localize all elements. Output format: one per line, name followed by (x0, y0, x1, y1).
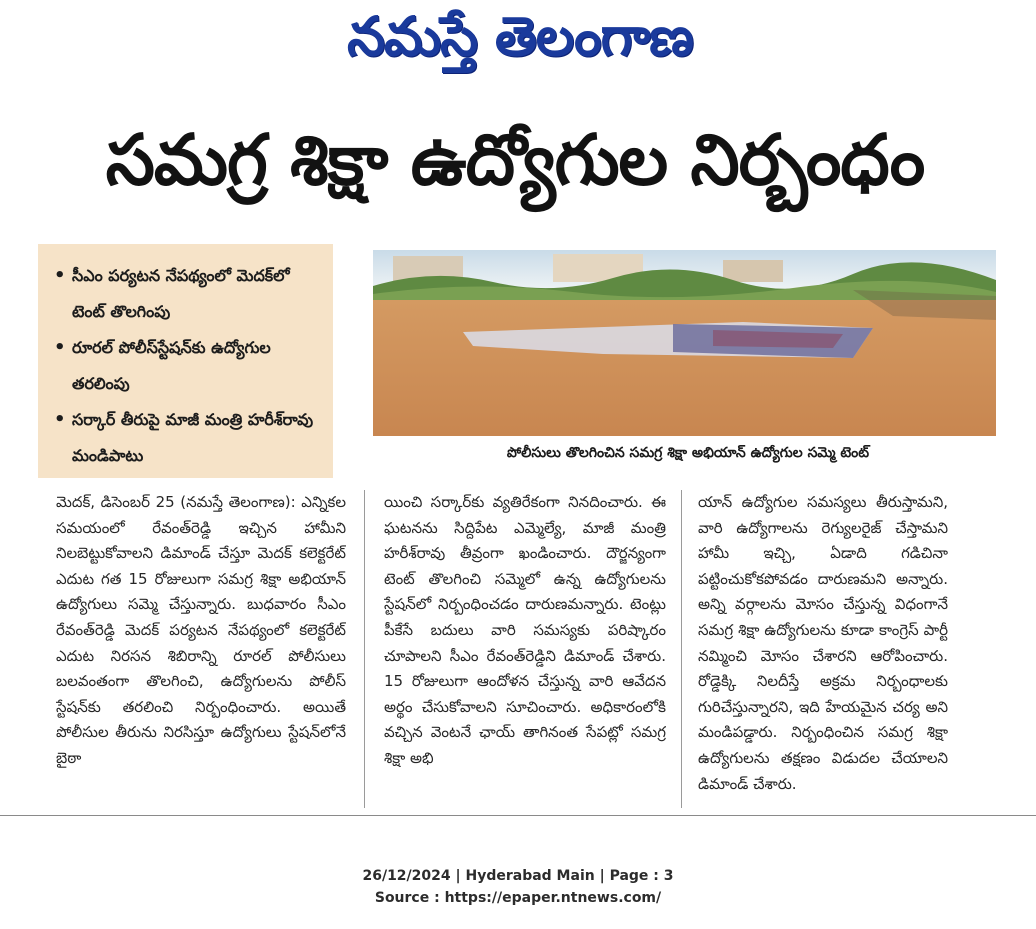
article-column-2: యించి సర్కార్‌కు వ్యతిరేకంగా నినదించారు. ఈ ఘటనను సిద్దిపేట ఎమ్మెల్యే, మాజీ మంత్రి హరీశ్‌రావు తీవ్రంగా ఖండించారు. దౌర్జన్యంగా టెంట్‌ తొలగించి సమ్మెలో ఉన్న ఉద్యోగులను స్టేషన్‌లో నిర్బంధించడం దారుణమన్నారు. టెంట్లు పీకేసే బదులు వారి సమస్యకు పరిష్కారం చూపాలని సీఎం రేవంత్‌రెడ్డిని డిమాండ్‌ చేశారు. 15 రోజులుగా ఆందోళన చేస్తున్న వారి ఆవేదన అర్థం చేసుకోవాలని సూచించారు. అధికారంలోకి వచ్చిన వెంటనే ఛాయ్‌ తాగినంత సేపట్లో సమగ్ర శిక్షా అభి (384, 493, 666, 767)
bullet-icon: • (54, 409, 66, 430)
highlights-box (38, 244, 333, 478)
source-link[interactable]: Source : https://epaper.ntnews.com/ (374, 890, 662, 906)
highlight-item (54, 258, 323, 330)
news-photo (373, 250, 996, 436)
newspaper-masthead: నమస్తే తెలంగాణ (347, 4, 693, 68)
bullet-icon: • (54, 337, 66, 358)
article-headline: సమగ్ర శిక్షా ఉద్యోగుల నిర్బంధం (105, 118, 925, 201)
highlight-text: సీఎం పర్యటన నేపథ్యంలో మెదక్‌లో టెంట్‌ తొలగింపు (72, 266, 290, 321)
article-column-1: మెదక్‌, డిసెంబర్‌ 25 (నమస్తే తెలంగాణ): ఎన్నికల సమయంలో రేవంత్‌రెడ్డి ఇచ్చిన హామీని నిలబెట్టుకోవాలని డిమాండ్‌ చేస్తూ మెదక్‌ కలెక్టరేట్‌ ఎదుట గత 15 రోజులుగా సమగ్ర శిక్షా అభియాన్‌ ఉద్యోగులు సమ్మె చేస్తున్నారు. బుధవారం సీఎం రేవంత్‌రెడ్డి మెదక్‌ పర్యటన నేపథ్యంలో కలెక్టరేట్‌ ఎదుట నిరసన శిబిరాన్ని రూరల్‌ పోలీసులు బలవంతంగా తొలగించి, ఉద్యోగులను పోలీస్‌ స్టేషన్‌కు తరలించి నిర్బంధించారు. అయితే పోలీసుల తీరును నిరసిస్తూ ఉద్యోగులు స్టేషన్‌లోనే బైఠా (56, 493, 346, 767)
column-divider (681, 490, 682, 808)
edition-info: 26/12/2024 | Hyderabad Main | Page : 3 (362, 868, 674, 884)
article-column-3: యాన్‌ ఉద్యోగుల సమస్యలు తీరుస్తామని, వారి ఉద్యోగాలను రెగ్యులరైజ్‌ చేస్తామని హామీ ఇచ్చి, ఏడాది గడిచినా పట్టించుకోకపోవడం దారుణమని అన్నారు. అన్ని వర్గాలను మోసం చేస్తున్న విధంగానే సమగ్ర శిక్షా ఉద్యోగులను కూడా కాంగ్రెస్‌ పార్టీ నమ్మించి మోసం చేశారని ఆరోపించారు. రోడ్డెక్కి నిలదీస్తే అక్రమ నిర్బంధాలకు గురిచేస్తున్నారని, ఇది హేయమైన చర్య అని మండిపడ్డారు. నిర్బంధించిన సమగ్ర శిక్షా ఉద్యోగులను తక్షణం విడుదల చేయాలని డిమాండ్‌ చేశారు. (698, 493, 948, 793)
footer-divider (0, 815, 1036, 816)
highlight-text: సర్కార్‌ తీరుపై మాజీ మంత్రి హరీశ్‌రావు మండిపాటు (72, 410, 314, 465)
highlight-text: రూరల్‌ పోలీస్‌స్టేషన్‌కు ఉద్యోగుల తరలింపు (72, 338, 271, 393)
tent-photo-illustration (373, 250, 996, 436)
highlight-item (54, 330, 323, 402)
highlight-item (54, 402, 323, 474)
photo-caption: పోలీసులు తొలగించిన సమగ్ర శిక్షా అభియాన్‌ ఉద్యోగుల సమ్మె టెంట్‌ (506, 444, 870, 461)
bullet-icon: • (54, 265, 66, 286)
column-divider (364, 490, 365, 808)
